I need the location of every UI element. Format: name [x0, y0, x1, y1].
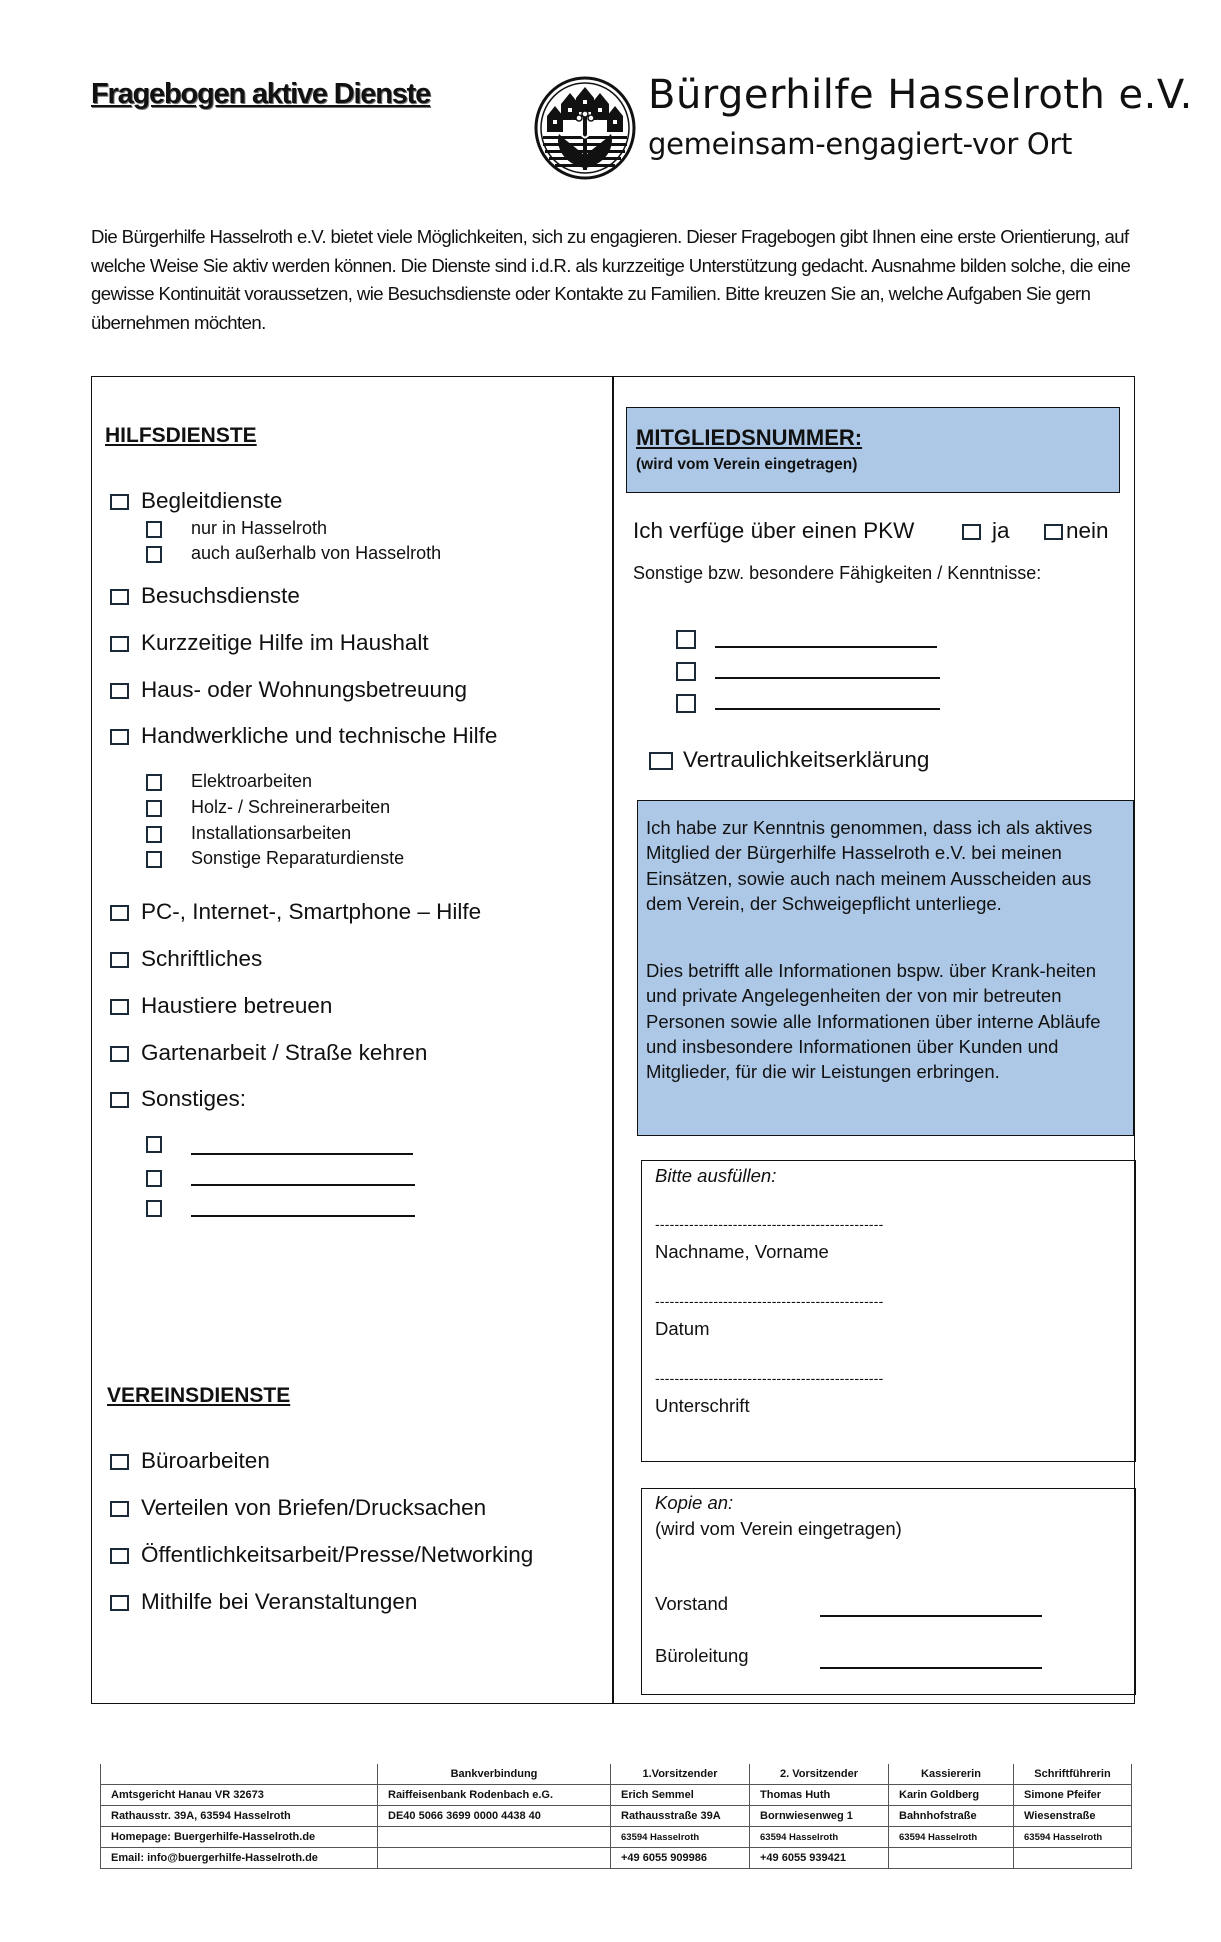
footer-cell: Simone Pfeifer	[1014, 1785, 1132, 1806]
footer-header-cell: 1.Vorsitzender	[611, 1764, 750, 1785]
footer-cell: +49 6055 939421	[750, 1848, 889, 1869]
checkbox[interactable]	[110, 494, 129, 510]
membership-number-box	[626, 407, 1120, 493]
checkbox[interactable]	[110, 683, 129, 699]
footer-row	[101, 1806, 1132, 1827]
checkbox-label: auch außerhalb von Hasselroth	[191, 543, 442, 563]
fill-heading: Bitte ausfüllen:	[655, 1165, 777, 1186]
checkbox-label: Holz- / Schreinerarbeiten	[191, 797, 391, 817]
checkbox-item-haushalt[interactable]	[110, 630, 429, 656]
checkbox-item-verteilen[interactable]	[110, 1495, 486, 1521]
checkbox-label: Sonstige Reparaturdienste	[191, 848, 405, 868]
checkbox[interactable]	[110, 1501, 129, 1517]
checkbox-item-gartenarbeit[interactable]	[110, 1040, 427, 1066]
footer-header-row	[101, 1764, 1132, 1785]
footer-cell: Bahnhofstraße	[889, 1806, 1014, 1827]
vorstand-label: Vorstand	[655, 1593, 729, 1614]
footer-header-cell	[101, 1764, 378, 1785]
checkbox-item-wohnungsbetreuung[interactable]	[110, 677, 467, 703]
footer-cell: DE40 5066 3699 0000 4438 40	[378, 1806, 611, 1827]
sonstiges-checkbox-1[interactable]	[146, 1136, 162, 1153]
checkbox-item-pc-hilfe[interactable]	[110, 899, 481, 925]
footer-header-cell: 2. Vorsitzender	[750, 1764, 889, 1785]
checkbox[interactable]	[649, 752, 673, 770]
signature-field-label: Unterschrift	[655, 1395, 750, 1416]
skills-input-line-3[interactable]	[715, 708, 940, 710]
checkbox-label: Büroarbeiten	[141, 1448, 270, 1473]
checkbox[interactable]	[110, 952, 129, 968]
checkbox-label: Elektroarbeiten	[191, 771, 313, 791]
checkbox-item-vertraulichkeit[interactable]	[649, 747, 929, 773]
pkw-option-yes[interactable]	[962, 518, 1010, 544]
organization-name: Bürgerhilfe Hasselroth e.V.	[648, 72, 1193, 118]
bueroleitung-label: Büroleitung	[655, 1645, 749, 1666]
checkbox-item-haustiere[interactable]	[110, 993, 332, 1019]
checkbox[interactable]	[110, 905, 129, 921]
checkbox-item-nur-in-hasselroth[interactable]	[146, 518, 327, 539]
checkbox-label: Gartenarbeit / Straße kehren	[141, 1040, 428, 1065]
sonstiges-input-line-3[interactable]	[191, 1215, 415, 1217]
signature-panel	[641, 1160, 1136, 1462]
confidentiality-paragraph-1: Ich habe zur Kenntnis genommen, dass ich als aktives Mitglied der Bürgerhilfe Hasselroth e.V. bei meinen Einsätzen, sowie auch nach meinem Ausscheiden aus dem Verein, der Schweigepflicht unterliege.	[646, 817, 1093, 914]
checkbox-label: Installationsarbeiten	[191, 823, 352, 843]
footer-cell: 63594 Hasselroth	[750, 1827, 889, 1848]
footer-cell	[1014, 1848, 1132, 1869]
skills-input-line-1[interactable]	[715, 646, 937, 648]
skills-checkbox-2[interactable]	[676, 662, 696, 681]
checkbox-label: Öffentlichkeitsarbeit/Presse/Networking	[141, 1542, 534, 1567]
footer-cell: Amtsgericht Hanau VR 32673	[101, 1785, 378, 1806]
footer-row	[101, 1785, 1132, 1806]
footer-header-cell: Kassiererin	[889, 1764, 1014, 1785]
checkbox-item-veranstaltungen[interactable]	[110, 1589, 417, 1615]
checkbox-item-sonstiges[interactable]	[110, 1086, 246, 1112]
signature-input-line[interactable]: -----------------------------------------------	[655, 1370, 884, 1386]
confidentiality-paragraph-2: Dies betrifft alle Informationen bspw. über Krank-heiten und private Angelegenheiten der von mir betreuten Personen sowie alle Informationen über interne Abläufe und insbesondere Informationen über Kunden und Mitglieder, für die wir Leistungen erbringen.	[646, 960, 1101, 1083]
checkbox[interactable]	[146, 521, 162, 538]
footer-cell: Wiesenstraße	[1014, 1806, 1132, 1827]
column-divider	[612, 376, 614, 1704]
vereinsdienste-heading: VEREINSDIENSTE	[107, 1384, 291, 1407]
footer-cell: Raiffeisenbank Rodenbach e.G.	[378, 1785, 611, 1806]
footer-cell: Thomas Huth	[750, 1785, 889, 1806]
date-input-line[interactable]: -----------------------------------------------	[655, 1293, 884, 1309]
checkbox-item-schriftliches[interactable]	[110, 946, 262, 972]
bueroleitung-input-line[interactable]	[820, 1667, 1042, 1669]
checkbox[interactable]	[110, 729, 129, 745]
date-field-label: Datum	[655, 1318, 710, 1339]
footer-cell: +49 6055 909986	[611, 1848, 750, 1869]
footer-header-cell: Bankverbindung	[378, 1764, 611, 1785]
checkbox-label: Begleitdienste	[141, 488, 283, 513]
copy-heading: Kopie an:	[655, 1492, 734, 1513]
footer-homepage-link[interactable]: Homepage: Buergerhilfe-Hasselroth.de	[101, 1827, 378, 1848]
checkbox-item-installation[interactable]	[146, 823, 351, 844]
checkbox[interactable]	[110, 1454, 129, 1470]
footer-header-cell: Schriftführerin	[1014, 1764, 1132, 1785]
hilfsdienste-heading: HILFSDIENSTE	[105, 424, 257, 447]
skills-input-line-2[interactable]	[715, 677, 940, 679]
checkbox-label: nur in Hasselroth	[191, 518, 328, 538]
checkbox-label: Verteilen von Briefen/Drucksachen	[141, 1495, 487, 1520]
checkbox-item-oeffentlichkeitsarbeit[interactable]	[110, 1542, 533, 1568]
membership-number-note: (wird vom Verein eingetragen)	[636, 456, 858, 473]
footer-row	[101, 1827, 1132, 1848]
checkbox[interactable]	[110, 1092, 129, 1108]
checkbox-item-handwerk[interactable]	[110, 723, 497, 749]
checkbox-label: Vertraulichkeitserklärung	[683, 747, 930, 772]
checkbox[interactable]	[146, 800, 162, 817]
checkbox-item-begleitdienste[interactable]	[110, 488, 282, 514]
footer-cell: Erich Semmel	[611, 1785, 750, 1806]
houses-tree-hands-emblem-icon	[533, 76, 637, 180]
footer-cell: Rathausstraße 39A	[611, 1806, 750, 1827]
sonstiges-input-line-1[interactable]	[191, 1153, 413, 1155]
footer-cell: 63594 Hasselroth	[1014, 1827, 1132, 1848]
footer-cell: Bornwiesenweg 1	[750, 1806, 889, 1827]
checkbox[interactable]	[1044, 524, 1063, 540]
page-title: Fragebogen aktive Dienste	[91, 78, 431, 110]
membership-number-heading: MITGLIEDSNUMMER:	[636, 425, 863, 450]
checkbox-label: Schriftliches	[141, 946, 263, 971]
footer-cell: 63594 Hasselroth	[889, 1827, 1014, 1848]
checkbox[interactable]	[110, 1595, 129, 1611]
skills-label: Sonstige bzw. besondere Fähigkeiten / Kenntnisse:	[633, 563, 1042, 583]
footer-cell	[378, 1827, 611, 1848]
footer-contact-table	[100, 1764, 1132, 1869]
footer-row	[101, 1848, 1132, 1869]
checkbox[interactable]	[110, 1548, 129, 1564]
footer-cell: Rathausstr. 39A, 63594 Hasselroth	[101, 1806, 378, 1827]
checkbox[interactable]	[110, 1046, 129, 1062]
name-input-line[interactable]: -----------------------------------------------	[655, 1216, 884, 1232]
checkbox[interactable]	[146, 851, 162, 868]
checkbox-label: Haus- oder Wohnungsbetreuung	[141, 677, 468, 702]
sonstiges-input-line-2[interactable]	[191, 1184, 415, 1186]
copy-note: (wird vom Verein eingetragen)	[655, 1518, 902, 1539]
checkbox-item-bueroarbeiten[interactable]	[110, 1448, 270, 1474]
checkbox-label: Kurzzeitige Hilfe im Haushalt	[141, 630, 429, 655]
checkbox-label: ja	[992, 518, 1010, 543]
footer-cell	[889, 1848, 1014, 1869]
checkbox-label: PC-, Internet-, Smartphone – Hilfe	[141, 899, 482, 924]
footer-cell: 63594 Hasselroth	[611, 1827, 750, 1848]
checkbox-label: Haustiere betreuen	[141, 993, 333, 1018]
pkw-option-no[interactable]	[1044, 518, 1109, 544]
copy-to-panel	[641, 1488, 1136, 1695]
checkbox[interactable]	[110, 636, 129, 652]
confidentiality-statement-box	[637, 800, 1134, 1136]
checkbox-item-reparatur[interactable]	[146, 848, 404, 869]
checkbox-item-besuchsdienste[interactable]	[110, 583, 300, 609]
checkbox-label: nein	[1066, 518, 1109, 543]
footer-email-link[interactable]: Email: info@buergerhilfe-Hasselroth.de	[101, 1848, 378, 1869]
checkbox-label: Mithilfe bei Veranstaltungen	[141, 1589, 418, 1614]
organization-tagline: gemeinsam-engagiert-vor Ort	[648, 127, 1073, 161]
vorstand-input-line[interactable]	[820, 1615, 1042, 1617]
checkbox[interactable]	[146, 826, 162, 843]
footer-cell: Karin Goldberg	[889, 1785, 1014, 1806]
sonstiges-checkbox-3[interactable]	[146, 1200, 162, 1217]
checkbox-label: Besuchsdienste	[141, 583, 300, 608]
skills-checkbox-1[interactable]	[676, 630, 696, 649]
checkbox-item-ausserhalb-hasselroth[interactable]	[146, 543, 441, 564]
sonstiges-checkbox-2[interactable]	[146, 1170, 162, 1187]
checkbox-label: Sonstiges:	[141, 1086, 247, 1111]
checkbox-item-elektro[interactable]	[146, 771, 312, 792]
checkbox[interactable]	[146, 774, 162, 791]
pkw-question	[633, 518, 914, 544]
checkbox[interactable]	[962, 524, 981, 540]
footer-cell	[378, 1848, 611, 1869]
pkw-label: Ich verfüge über einen PKW	[633, 518, 915, 543]
checkbox[interactable]	[110, 999, 129, 1015]
checkbox[interactable]	[110, 589, 129, 605]
checkbox-item-holz[interactable]	[146, 797, 390, 818]
skills-checkbox-3[interactable]	[676, 694, 696, 713]
checkbox-label: Handwerkliche und technische Hilfe	[141, 723, 498, 748]
checkbox[interactable]	[146, 546, 162, 563]
name-field-label: Nachname, Vorname	[655, 1241, 829, 1262]
intro-paragraph: Die Bürgerhilfe Hasselroth e.V. bietet viele Möglichkeiten, sich zu engagieren. Dieser Fragebogen gibt Ihnen eine erste Orientierung, auf welche Weise Sie aktiv werden können. Die Dienste sind i.d.R. als kurzzeitige Unterstützung gedacht. Ausnahme bilden solche, die eine gewisse Kontinuität voraussetzen, wie Besuchsdienste oder Kontakte zu Familien. Bitte kreuzen Sie an, welche Aufgaben Sie gern übernehmen möchten.	[91, 226, 1131, 333]
